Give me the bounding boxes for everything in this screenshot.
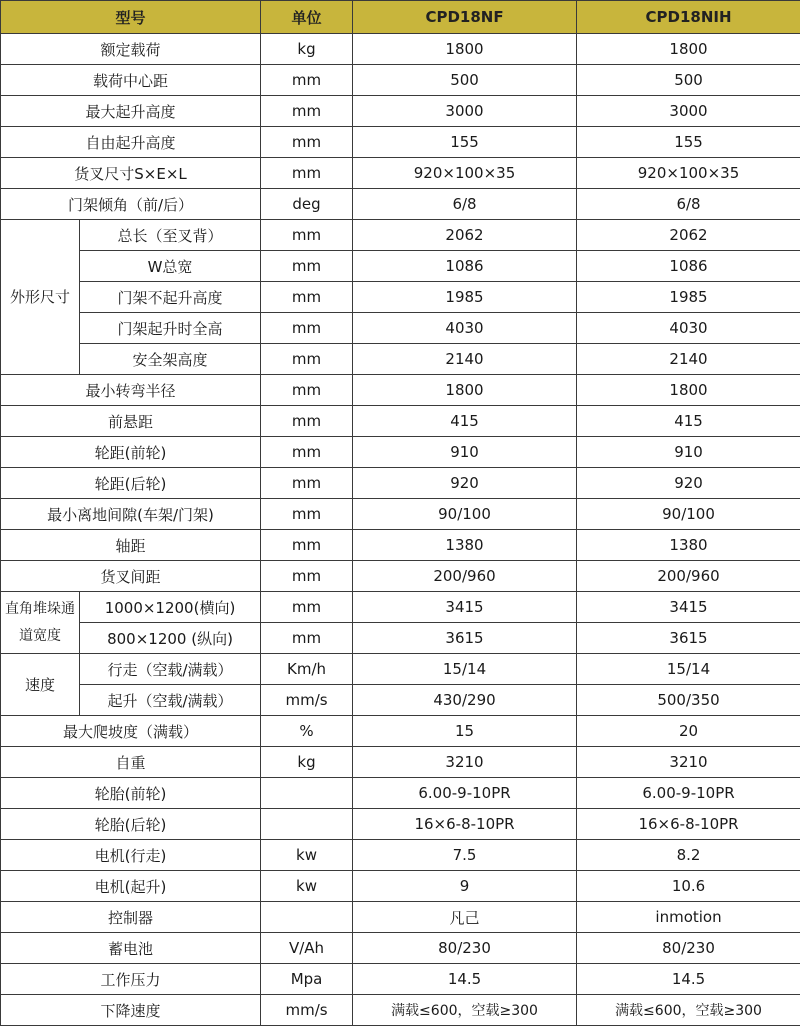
- row-unit: kw: [261, 871, 353, 902]
- table-row: [1, 561, 800, 592]
- table-row: [1, 530, 800, 561]
- row-value-2: 80/230: [577, 933, 800, 964]
- row-unit: %: [261, 716, 353, 747]
- row-value-2: 4030: [577, 313, 800, 344]
- table-row: [1, 406, 800, 437]
- row-unit: mm/s: [261, 995, 353, 1026]
- row-value-2: 3615: [577, 623, 800, 654]
- row-unit: mm: [261, 251, 353, 282]
- row-unit: mm: [261, 406, 353, 437]
- row-unit: [261, 902, 353, 933]
- table-row: [1, 282, 800, 313]
- row-value-1: 1985: [353, 282, 577, 313]
- row-unit: mm: [261, 96, 353, 127]
- row-value-1: 1800: [353, 375, 577, 406]
- row-label: 轮胎(后轮): [1, 809, 261, 840]
- table-row: [1, 778, 800, 809]
- row-label: 轮距(前轮): [1, 437, 261, 468]
- table-row: [1, 437, 800, 468]
- row-value-2: 3210: [577, 747, 800, 778]
- row-value-1: 2062: [353, 220, 577, 251]
- row-label: 下降速度: [1, 995, 261, 1026]
- row-value-1: 80/230: [353, 933, 577, 964]
- row-value-2: 1800: [577, 34, 800, 65]
- row-unit: kw: [261, 840, 353, 871]
- row-value-2: inmotion: [577, 902, 800, 933]
- row-value-2: 8.2: [577, 840, 800, 871]
- table-row: [1, 592, 800, 623]
- row-value-1: 7.5: [353, 840, 577, 871]
- row-label: 货叉间距: [1, 561, 261, 592]
- table-row: [1, 685, 800, 716]
- header-col2: CPD18NIH: [577, 1, 800, 34]
- row-unit: mm: [261, 127, 353, 158]
- table-row: [1, 716, 800, 747]
- row-value-1: 1380: [353, 530, 577, 561]
- table-row: [1, 251, 800, 282]
- group-speed-label: 速度: [1, 654, 80, 716]
- row-label: 工作压力: [1, 964, 261, 995]
- row-unit: mm: [261, 561, 353, 592]
- header-unit: 单位: [261, 1, 353, 34]
- row-value-1: 3615: [353, 623, 577, 654]
- row-value-1: 500: [353, 65, 577, 96]
- row-label: 轴距: [1, 530, 261, 561]
- row-value-1: 4030: [353, 313, 577, 344]
- row-value-1: 910: [353, 437, 577, 468]
- row-value-2: 500/350: [577, 685, 800, 716]
- row-label: 行走（空载/满载）: [80, 654, 261, 685]
- row-unit: mm: [261, 375, 353, 406]
- row-unit: mm: [261, 158, 353, 189]
- row-value-1: 14.5: [353, 964, 577, 995]
- row-value-1: 15: [353, 716, 577, 747]
- table-row: [1, 220, 800, 251]
- row-value-1: 200/960: [353, 561, 577, 592]
- row-value-2: 14.5: [577, 964, 800, 995]
- row-value-2: 3000: [577, 96, 800, 127]
- row-value-1: 920: [353, 468, 577, 499]
- row-unit: mm: [261, 592, 353, 623]
- row-value-1: 1086: [353, 251, 577, 282]
- row-label: 门架起升时全高: [80, 313, 261, 344]
- row-value-1: 9: [353, 871, 577, 902]
- group-aisle-label: 直角堆垛通道宽度: [1, 592, 80, 654]
- row-value-1: 3210: [353, 747, 577, 778]
- row-unit: mm: [261, 468, 353, 499]
- row-value-2: 2062: [577, 220, 800, 251]
- row-value-1: 凡己: [353, 902, 577, 933]
- row-unit: deg: [261, 189, 353, 220]
- row-value-1: 90/100: [353, 499, 577, 530]
- row-unit: V/Ah: [261, 933, 353, 964]
- row-value-1: 2140: [353, 344, 577, 375]
- row-value-1: 6/8: [353, 189, 577, 220]
- row-unit: Km/h: [261, 654, 353, 685]
- table-row: [1, 96, 800, 127]
- row-label: 控制器: [1, 902, 261, 933]
- row-value-2: 920: [577, 468, 800, 499]
- row-value-2: 20: [577, 716, 800, 747]
- row-label: 最小转弯半径: [1, 375, 261, 406]
- row-value-1: 1800: [353, 34, 577, 65]
- row-label: 自由起升高度: [1, 127, 261, 158]
- row-unit: [261, 809, 353, 840]
- row-value-2: 16×6-8-10PR: [577, 809, 800, 840]
- row-unit: mm: [261, 344, 353, 375]
- row-label: 轮距(后轮): [1, 468, 261, 499]
- row-unit: mm: [261, 530, 353, 561]
- row-value-2: 15/14: [577, 654, 800, 685]
- row-value-1: 3000: [353, 96, 577, 127]
- table-row: [1, 158, 800, 189]
- row-label: 最大起升高度: [1, 96, 261, 127]
- row-label: 自重: [1, 747, 261, 778]
- row-label: 蓄电池: [1, 933, 261, 964]
- row-label: 额定载荷: [1, 34, 261, 65]
- table-row: [1, 468, 800, 499]
- row-unit: mm/s: [261, 685, 353, 716]
- row-label: 最大爬坡度（满载）: [1, 716, 261, 747]
- row-value-1: 155: [353, 127, 577, 158]
- row-label: 货叉尺寸S×E×L: [1, 158, 261, 189]
- row-value-2: 3415: [577, 592, 800, 623]
- table-row: [1, 933, 800, 964]
- table-row: [1, 995, 800, 1026]
- table-row: [1, 623, 800, 654]
- header-col1: CPD18NF: [353, 1, 577, 34]
- row-value-2: 6/8: [577, 189, 800, 220]
- row-unit: mm: [261, 499, 353, 530]
- row-value-2: 2140: [577, 344, 800, 375]
- row-label: 800×1200 (纵向): [80, 623, 261, 654]
- row-value-2: 1800: [577, 375, 800, 406]
- row-unit: mm: [261, 313, 353, 344]
- row-label: 门架不起升高度: [80, 282, 261, 313]
- row-value-2: 1380: [577, 530, 800, 561]
- row-value-2: 6.00-9-10PR: [577, 778, 800, 809]
- row-label: 前悬距: [1, 406, 261, 437]
- row-value-2: 155: [577, 127, 800, 158]
- row-value-2: 200/960: [577, 561, 800, 592]
- header-row: [1, 1, 800, 34]
- table-row: [1, 654, 800, 685]
- table-row: [1, 375, 800, 406]
- row-value-2: 920×100×35: [577, 158, 800, 189]
- row-label: 门架倾角（前/后）: [1, 189, 261, 220]
- row-unit: mm: [261, 220, 353, 251]
- row-label: 最小离地间隙(车架/门架): [1, 499, 261, 530]
- row-unit: mm: [261, 282, 353, 313]
- row-value-2: 415: [577, 406, 800, 437]
- table-row: [1, 499, 800, 530]
- row-label: 安全架高度: [80, 344, 261, 375]
- row-unit: mm: [261, 65, 353, 96]
- row-label: 电机(起升): [1, 871, 261, 902]
- row-unit: mm: [261, 623, 353, 654]
- table-row: [1, 127, 800, 158]
- row-unit: Mpa: [261, 964, 353, 995]
- row-value-2: 90/100: [577, 499, 800, 530]
- row-unit: mm: [261, 437, 353, 468]
- table-row: [1, 964, 800, 995]
- row-value-2: 10.6: [577, 871, 800, 902]
- header-model: 型号: [1, 1, 261, 34]
- table-row: [1, 313, 800, 344]
- row-value-2: 1086: [577, 251, 800, 282]
- row-unit: kg: [261, 34, 353, 65]
- row-label: 总长（至叉背）: [80, 220, 261, 251]
- row-value-1: 16×6-8-10PR: [353, 809, 577, 840]
- row-value-1: 920×100×35: [353, 158, 577, 189]
- group-dimensions-label: 外形尺寸: [1, 220, 80, 375]
- table-row: [1, 65, 800, 96]
- table-row: [1, 747, 800, 778]
- row-value-1: 6.00-9-10PR: [353, 778, 577, 809]
- table-row: [1, 840, 800, 871]
- row-unit: [261, 778, 353, 809]
- table-row: [1, 34, 800, 65]
- row-value-1: 415: [353, 406, 577, 437]
- row-label: 轮胎(前轮): [1, 778, 261, 809]
- row-label: W总宽: [80, 251, 261, 282]
- row-label: 载荷中心距: [1, 65, 261, 96]
- row-label: 起升（空载/满载）: [80, 685, 261, 716]
- row-value-1: 满载≤600，空载≥300: [353, 995, 577, 1026]
- row-label: 1000×1200(横向): [80, 592, 261, 623]
- table-row: [1, 871, 800, 902]
- row-unit: kg: [261, 747, 353, 778]
- row-value-1: 15/14: [353, 654, 577, 685]
- row-value-2: 910: [577, 437, 800, 468]
- row-value-1: 430/290: [353, 685, 577, 716]
- row-label: 电机(行走): [1, 840, 261, 871]
- row-value-1: 3415: [353, 592, 577, 623]
- table-row: [1, 189, 800, 220]
- row-value-2: 1985: [577, 282, 800, 313]
- table-row: [1, 344, 800, 375]
- row-value-2: 满载≤600，空载≥300: [577, 995, 800, 1026]
- row-value-2: 500: [577, 65, 800, 96]
- table-row: [1, 902, 800, 933]
- table-row: [1, 809, 800, 840]
